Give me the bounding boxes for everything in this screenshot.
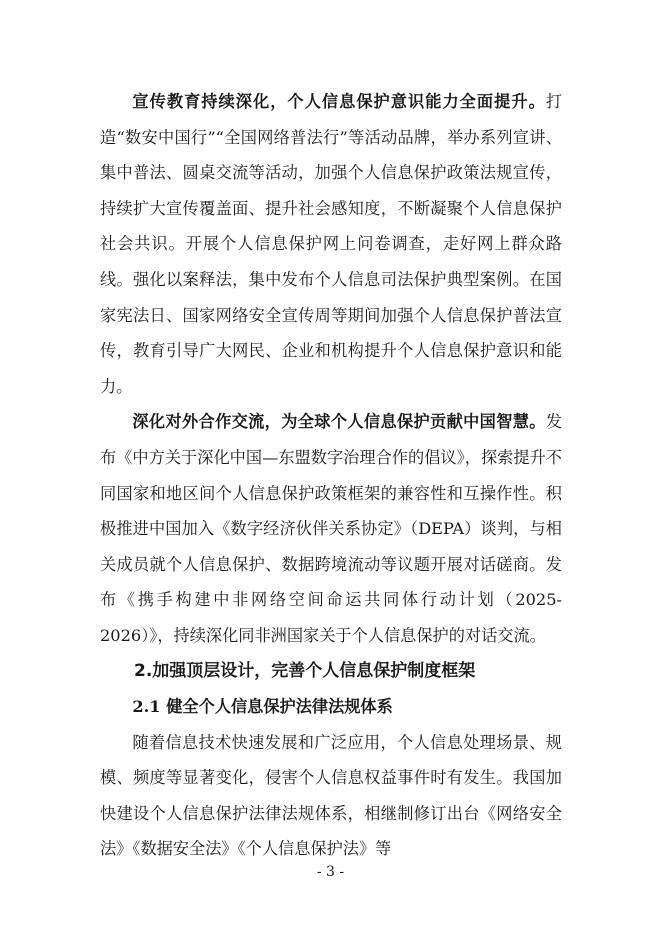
section-heading: 2.加强顶层设计，完善个人信息保护制度框架 xyxy=(134,660,476,681)
paragraph-text: 发布《中方关于深化中国—东盟数字治理合作的倡议》，探索提升不同国家和地区间个人信息保护政策框架的兼容性和互操作性。积极推进中国加入《数字经济伙伴关系协定》（DEPA）谈判，与相关成员就个人信息保护、数据跨境流动等议题开展对话磋商。发布《携手构建中非网络空间命运共同体行动计划（2025-2026）》，持续深化同非洲国家关于个人信息保护的对话交流。 xyxy=(100,412,562,645)
subsection-heading: 2.1 健全个人信息保护法律法规体系 xyxy=(132,697,393,717)
body-text xyxy=(100,84,562,867)
paragraph-legal-system: 随着信息技术快速发展和广泛应用，个人信息处理场景、规模、频度等显著变化，侵害个人信息权益事件时有发生。我国加快建设个人信息保护法律法规体系，相继制修订出台《网络安全法》《数据安全法》《个人信息保护法》等 xyxy=(100,732,562,859)
paragraph-lead: 深化对外合作交流，为全球个人信息保护贡献中国智慧。 xyxy=(132,412,546,432)
page-number: - 3 - xyxy=(316,864,345,880)
paragraph-text: 打造“数安中国行”“全国网络普法行”等活动品牌，举办系列宣讲、集中普法、圆桌交流等活动，加强个人信息保护政策法规宣传，持续扩大宣传覆盖面、提升社会感知度，不断凝聚个人信息保护社会共识。开展个人信息保护网上问卷调查，走好网上群众路线。强化以案释法，集中发布个人信息司法保护典型案例。在国家宪法日、国家网络安全宣传周等期间加强个人信息保护普法宣传，教育引导广大网民、企业和机构提升个人信息保护意识和能力。 xyxy=(100,92,562,396)
paragraph-lead: 宣传教育持续深化，个人信息保护意识能力全面提升。 xyxy=(132,92,546,111)
paragraph-publicity-education xyxy=(100,84,562,404)
paragraph-international-cooperation xyxy=(100,404,562,653)
